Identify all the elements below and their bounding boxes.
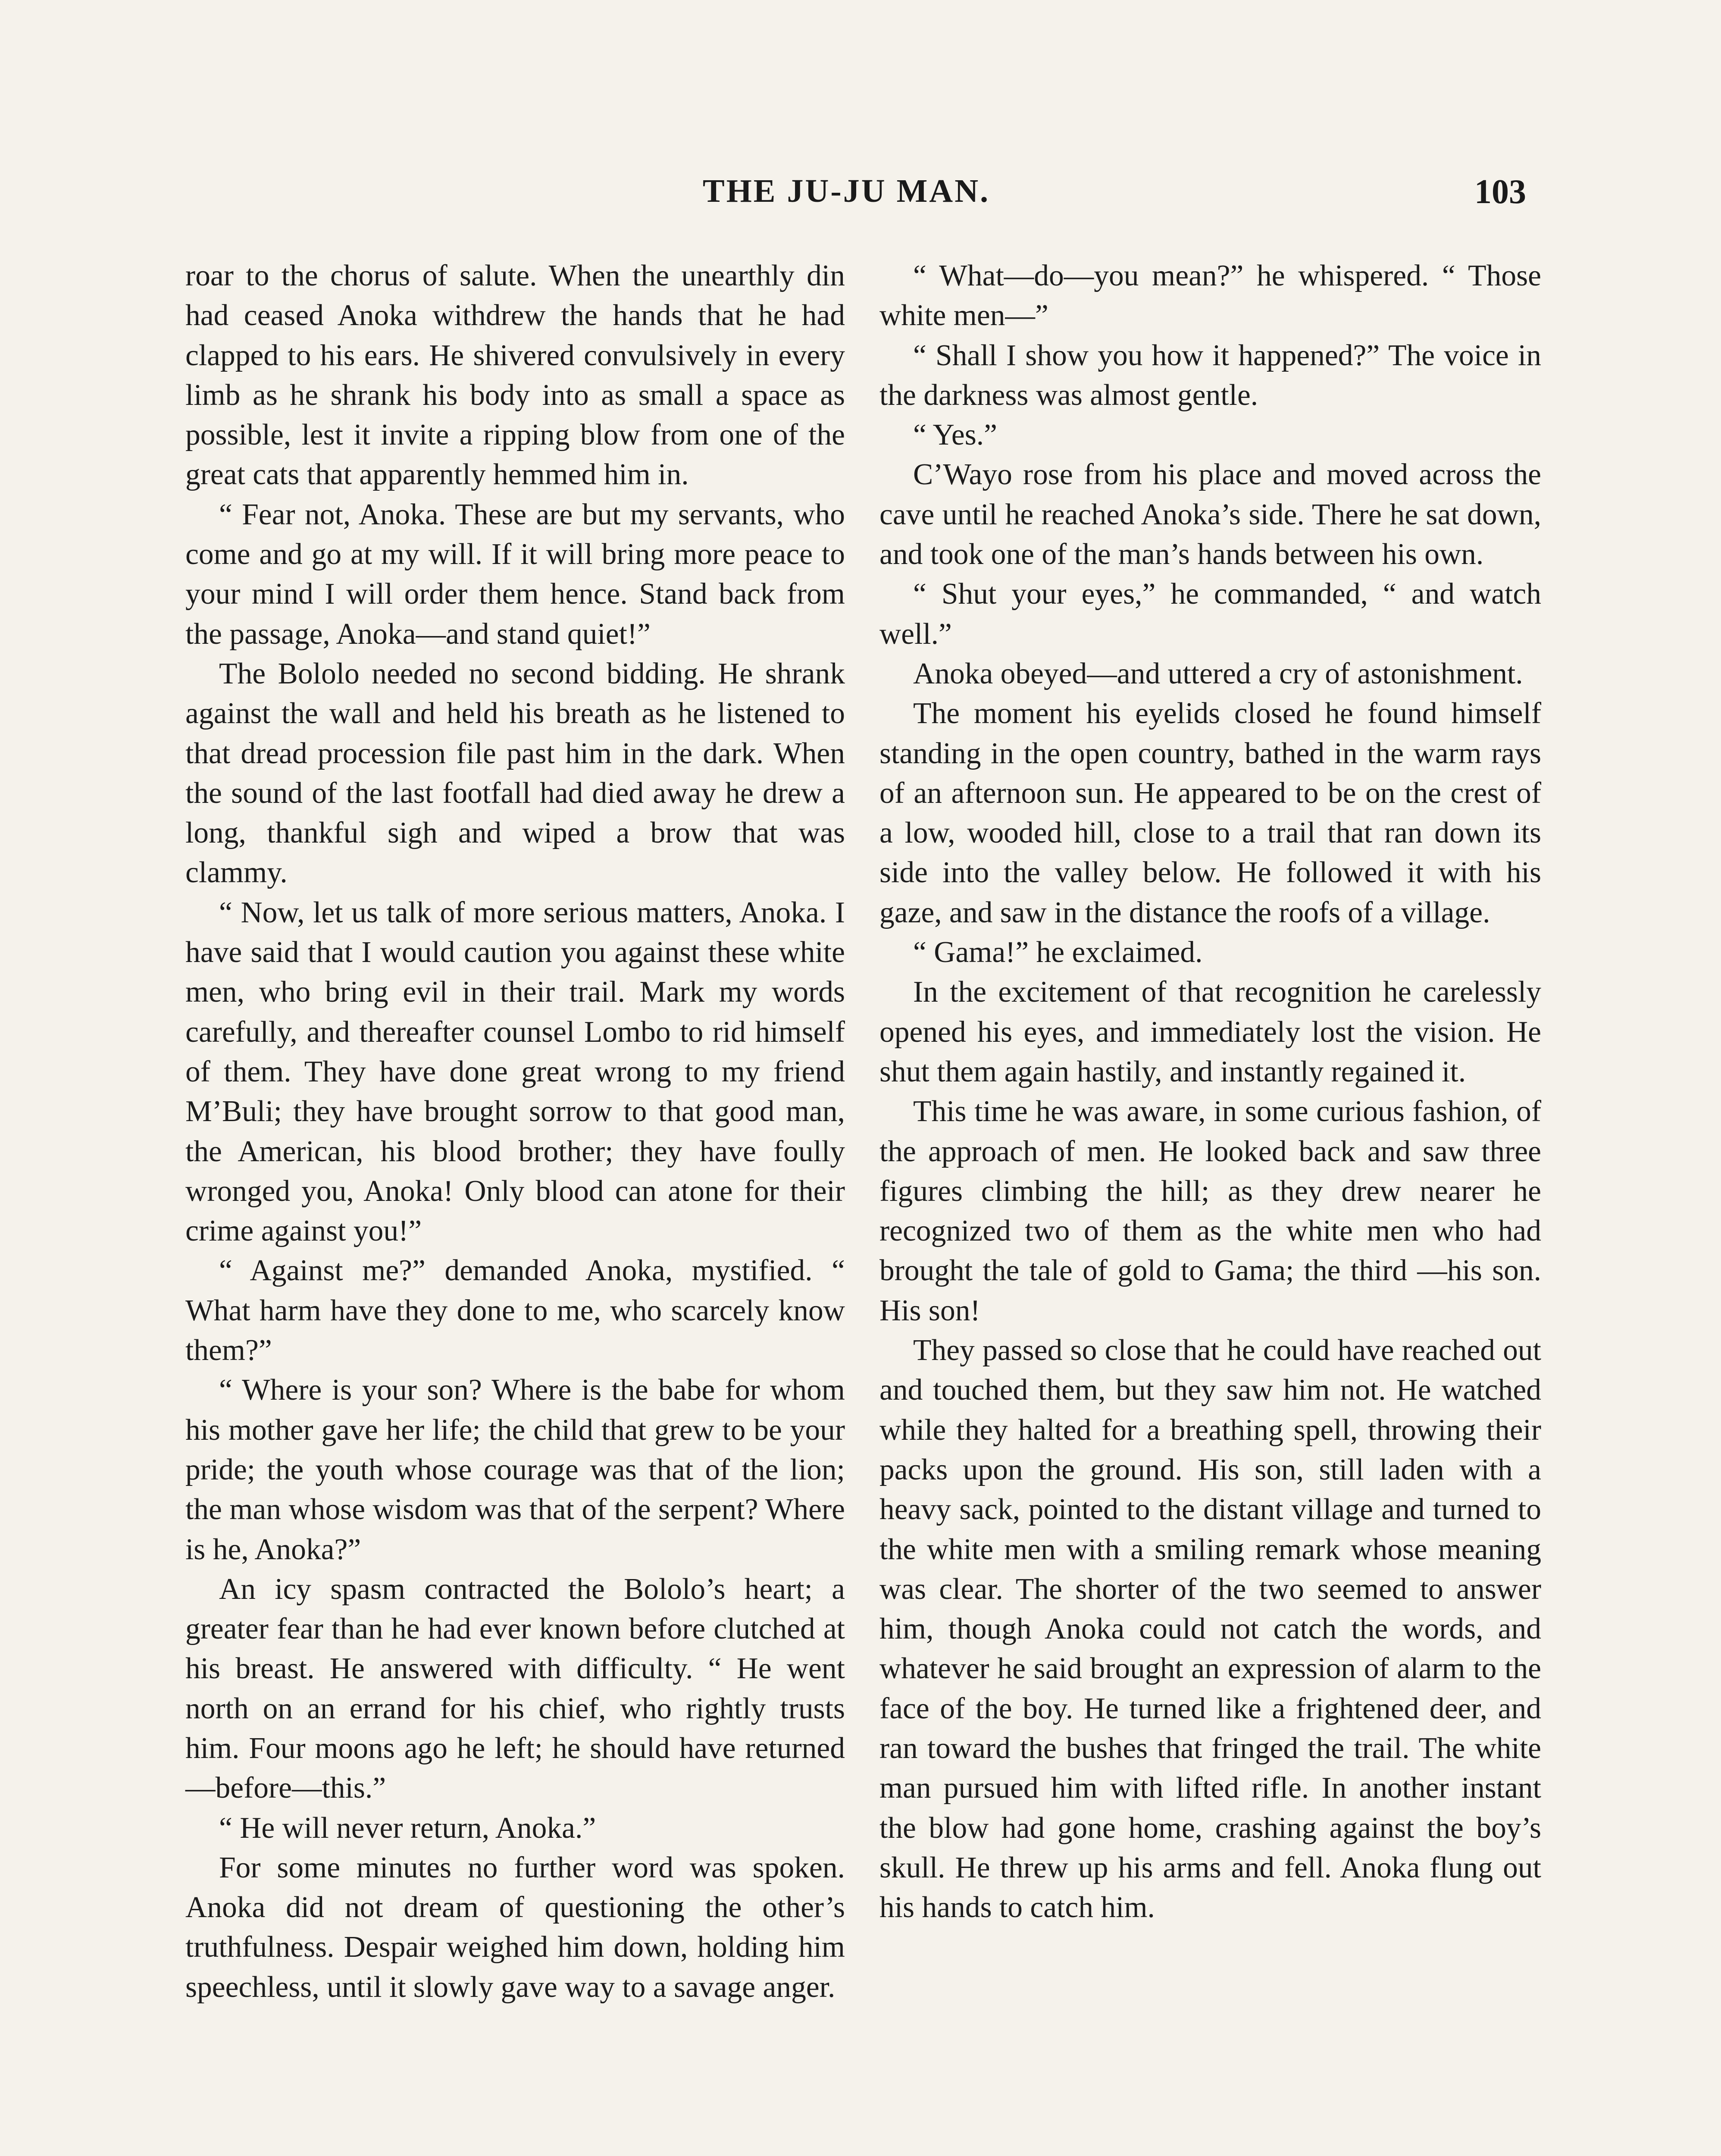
paragraph: “ Gama!” he exclaimed.	[913, 936, 1203, 969]
paragraph: “ Now, let us talk of more serious matters, Anoka. I have said that I would caution you against these white men, who bring evil in their trail. Mark my words carefully, and thereafter counsel Lombo to rid himself of them. They have done great wrong to my friend M’Buli; they have brought sorrow to that good man, the American, his blood brother; they have foully wronged you, Anoka! Only blood can atone for their crime against you!”	[185, 896, 845, 1248]
paragraph: An icy spasm contracted the Bololo’s heart; a greater fear than he had ever known before clutched at his breast. He answered with difficulty. “ He went north on an errand for his chief, who rightly trusts him. Four moons ago he left; he should have returned—before—this.”	[185, 1572, 845, 1805]
running-head-title: THE JU-JU MAN.	[703, 173, 990, 209]
paragraph: “ Against me?” demanded Anoka, mystified. “ What harm have they done to me, who scarcely know them?”	[185, 1254, 845, 1367]
paragraph: The moment his eyelids closed he found himself standing in the open country, bathed in the warm rays of an afternoon sun. He appeared to be on the crest of a low, wooded hill, close to a trail that ran down its side into the valley below. He followed it with his gaze, and saw in the distance the roofs of a village.	[879, 697, 1541, 929]
paragraph: They passed so close that he could have reached out and touched them, but they saw him not. He watched while they halted for a breathing spell, throwing their packs upon the ground. His son, still laden with a heavy sack, pointed to the distant village and turned to the white men with a smiling remark whose meaning was clear. The shorter of the two seemed to answer him, though Anoka could not catch the words, and whatever he said brought an expression of alarm to the face of the boy. He turned like a frightened deer, and ran toward the bushes that fringed the trail. The white man pursued him with lifted rifle. In another instant the blow had gone home, crashing against the boy’s skull. He threw up his arms and fell. Anoka flung out his hands to catch him.	[879, 1334, 1541, 1924]
paragraph: The Bololo needed no second bidding. He shrank against the wall and held his breath as he listened to that dread procession file past him in the dark. When the sound of the last footfall had died away he drew a long, thankful sigh and wiped a brow that was clammy.	[185, 657, 845, 890]
right-text-column	[879, 256, 1541, 1927]
page-number: 103	[1474, 173, 1526, 211]
paragraph: “ Fear not, Anoka. These are but my servants, who come and go at my will. If it will bring more peace to your mind I will order them hence. Stand back from the passage, Anoka—and stand quiet!”	[185, 498, 845, 651]
paragraph: “ What—do—you mean?” he whispered. “ Those white men—”	[879, 259, 1541, 332]
paragraph: “ Shall I show you how it happened?” The voice in the darkness was almost gentle.	[879, 338, 1541, 412]
paragraph: “ Shut your eyes,” he commanded, “ and watch well.”	[879, 577, 1541, 651]
paragraph: In the excitement of that recognition he carelessly opened his eyes, and immediately lost the vision. He shut them again hastily, and instantly regained it.	[879, 975, 1541, 1088]
paragraph: “ Where is your son? Where is the babe for whom his mother gave her life; the child that grew to be your pride; the youth whose courage was that of the lion; the man whose wisdom was that of the serpent? Where is he, Anoka?”	[185, 1373, 845, 1566]
left-text-column	[185, 256, 845, 2007]
paragraph: roar to the chorus of salute. When the unearthly din had ceased Anoka withdrew the hands that he had clapped to his ears. He shivered convulsively in every limb as he shrank his body into as small a space as possible, lest it invite a ripping blow from one of the great cats that apparently hemmed him in.	[185, 259, 845, 492]
paragraph: “ Yes.”	[913, 418, 997, 452]
paragraph: Anoka obeyed—and uttered a cry of astonishment.	[913, 657, 1523, 690]
paragraph: “ He will never return, Anoka.”	[219, 1811, 596, 1845]
paragraph: This time he was aware, in some curious fashion, of the approach of men. He looked back and saw three figures climbing the hill; as they drew nearer he recognized two of them as the white men who had brought the tale of gold to Gama; the third —his son. His son!	[879, 1095, 1541, 1327]
paragraph: For some minutes no further word was spoken. Anoka did not dream of questioning the other’s truthfulness. Despair weighed him down, holding him speechless, until it slowly gave way to a savage anger.	[185, 1851, 845, 2004]
paragraph: C’Wayo rose from his place and moved across the cave until he reached Anoka’s side. There he sat down, and took one of the man’s hands between his own.	[879, 458, 1541, 571]
